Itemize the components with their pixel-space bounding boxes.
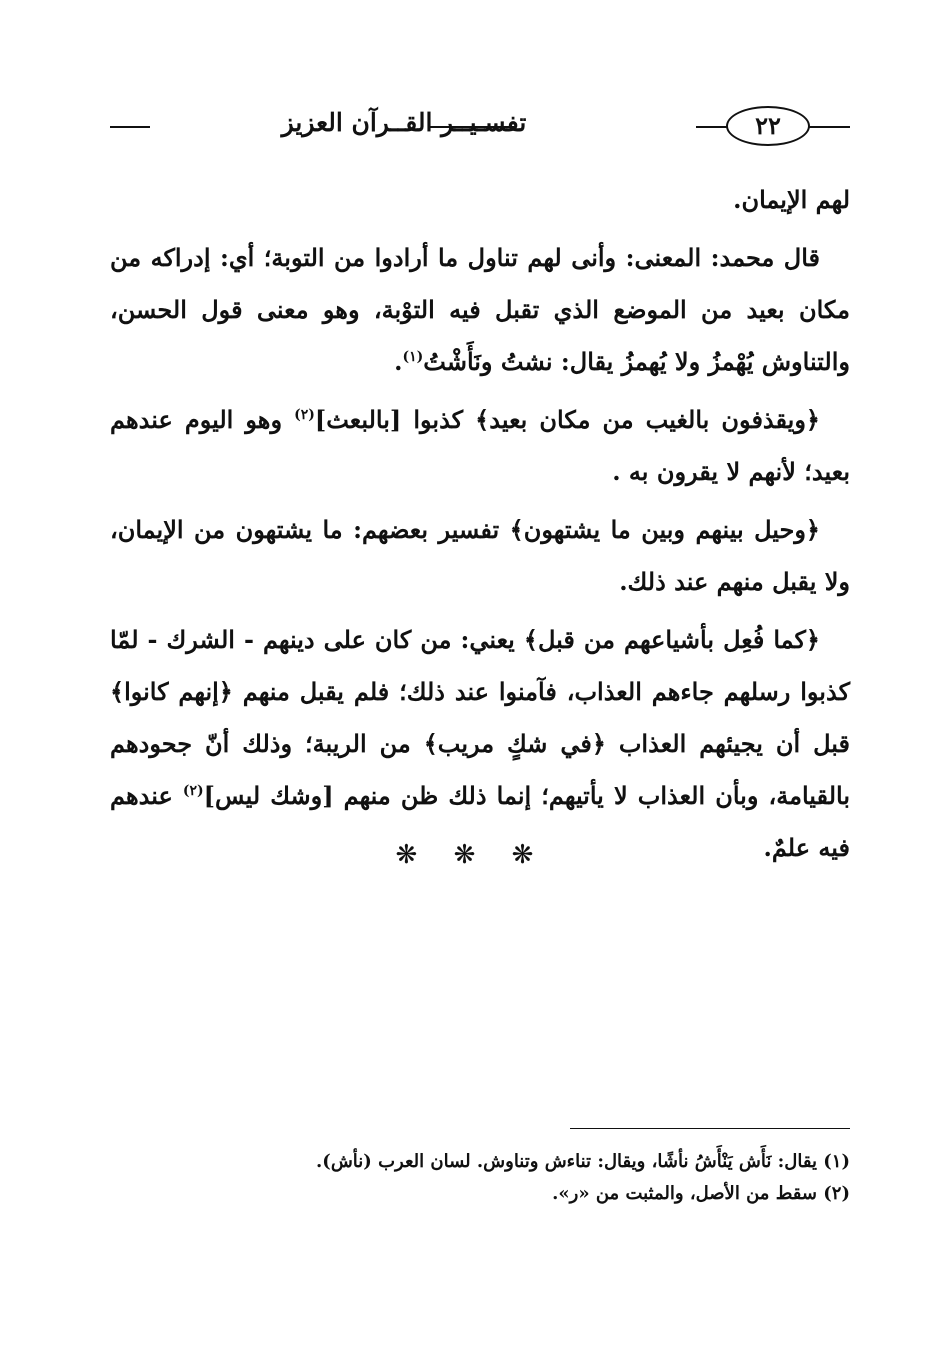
paragraph <box>110 232 850 388</box>
paragraph-text-after: . <box>394 347 403 376</box>
running-title: تفسـيــر القــرآن العزيز <box>281 108 527 137</box>
paragraph-text: ﴿وحيل بينهم وبين ما يشتهون﴾ تفسير بعضهم: ما يشتهون من الإيمان، ولا يقبل منهم عند ذلك. <box>110 515 850 596</box>
footnote-rule <box>570 1128 850 1129</box>
paragraph <box>110 504 850 608</box>
footnote-number: (٢) <box>823 1183 850 1204</box>
paragraph-text-after: عندهم فيه علمٌ. <box>110 781 850 862</box>
paragraph-text: قال محمد: المعنى: وأنى لهم تناول ما أرادوا من التوبة؛ أي: إدراكه من مكان بعيد من الموضع الذي تقبل فيه التوْبة، وهو معنى قول الحسن، والتناوش يُهْمزُ ولا يُهمزُ يقال: نشتُ ونَأَشْتُ <box>110 243 850 376</box>
main-text <box>110 174 850 880</box>
footnote-ref: (٢) <box>182 783 204 799</box>
paragraph <box>110 394 850 498</box>
footnotes <box>110 1146 850 1210</box>
page-number: ٢٢ <box>726 106 810 146</box>
footnote <box>110 1146 850 1178</box>
footnote-text: يقال: نَأَش يَنْأَشُ نأشًا، ويقال: تناءش وتناوش. لسان العرب (نأش). <box>316 1151 817 1172</box>
footnote-ref: (١) <box>402 349 424 365</box>
running-header <box>110 104 850 148</box>
paragraph-text: ﴿ويقذفون بالغيب من مكان بعيد﴾ كذبوا [بالبعث] <box>314 405 820 434</box>
footnote-number: (١) <box>823 1151 850 1172</box>
paragraph-text: ﴿كما فُعِل بأشياعهم من قبل﴾ يعني: من كان على دينهم - الشرك - لمّا كذبوا رسلهم جاءهم العذاب، فآمنوا عند ذلك؛ فلم يقبل منهم ﴿إنهم كانوا﴾ قبل أن يجيئهم العذاب ﴿في شكٍ مريب﴾ من الريبة؛ وذلك أنّ جحودهم بالقيامة، وبأن العذاب لا يأتيهم؛ إنما ذلك ظن منهم [وشك ليس] <box>110 625 850 810</box>
paragraph-text: لهم الإيمان. <box>733 185 850 214</box>
footnote-ref: (٢) <box>294 407 315 423</box>
paragraph-text-after: وهو اليوم عندهم بعيد؛ لأنهم لا يقرون به . <box>110 405 850 486</box>
footnote-text: سقط من الأصل، والمثبت من «ر». <box>552 1183 817 1204</box>
paragraph <box>110 174 850 226</box>
paragraph <box>110 614 850 874</box>
header-rule-left <box>110 126 150 128</box>
section-separator: ❋ ❋ ❋ <box>395 840 548 870</box>
footnote <box>110 1178 850 1210</box>
